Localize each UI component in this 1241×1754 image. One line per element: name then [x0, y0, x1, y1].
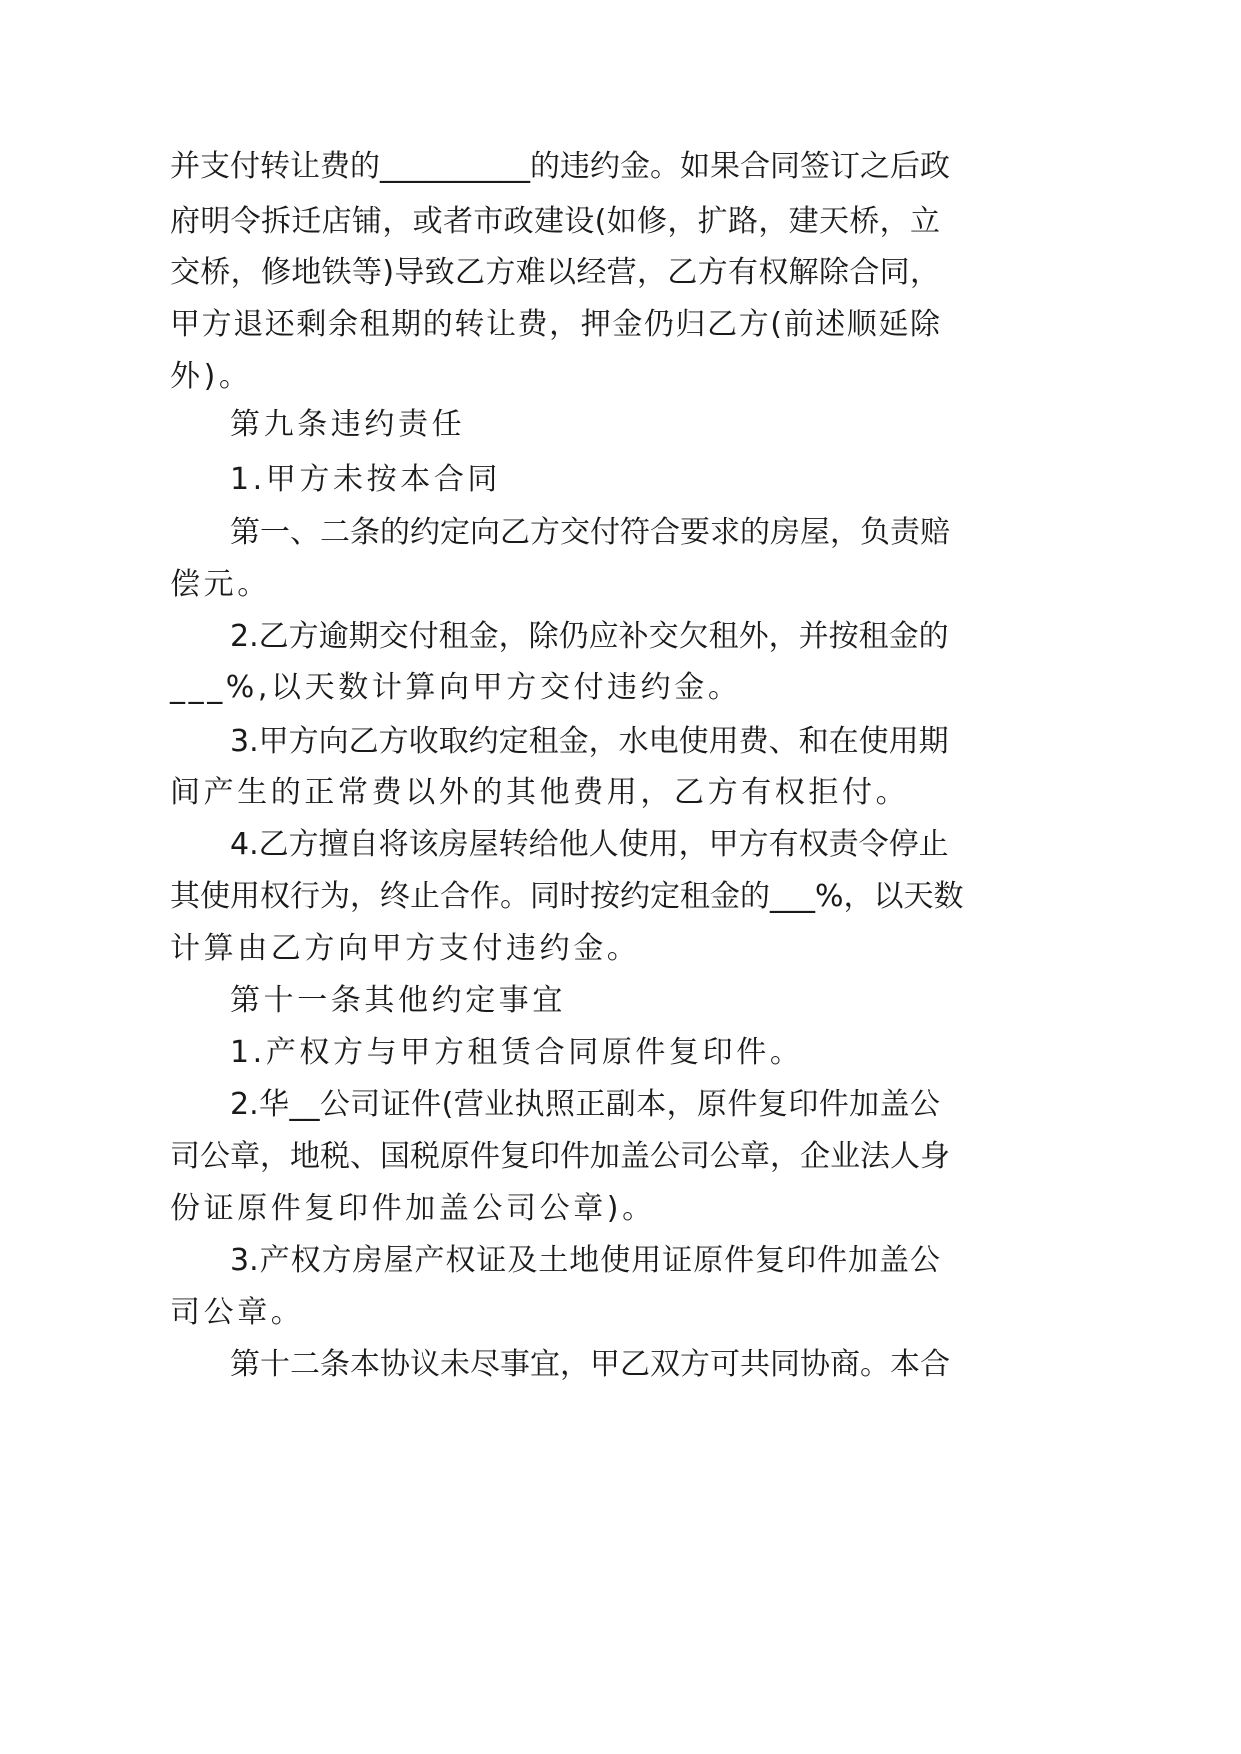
- text-line: 4.乙方擅自将该房屋转给他人使用，甲方有权责令停止: [230, 827, 949, 862]
- text-line: 其使用权行为，终止合作。同时按约定租金的___%，以天数: [170, 879, 964, 914]
- text-line: 份证原件复印件加盖公司公章)。: [170, 1191, 656, 1226]
- text-line: 并支付转让费的__________的违约金。如果合同签订之后政: [170, 149, 950, 184]
- text-line: 交桥，修地铁等)导致乙方难以经营，乙方有权解除合同，: [170, 255, 940, 290]
- text-line: 1.甲方未按本合同: [230, 462, 502, 497]
- text-line: 司公章。: [170, 1295, 305, 1330]
- text-line: 1.产权方与甲方租赁合同原件复印件。: [230, 1035, 804, 1070]
- text-line: 第一、二条的约定向乙方交付符合要求的房屋，负责赔: [230, 515, 950, 550]
- text-line: 偿元。: [170, 567, 271, 602]
- text-line: 2.乙方逾期交付租金，除仍应补交欠租外，并按租金的: [230, 619, 949, 654]
- text-line: 计算由乙方向甲方支付违约金。: [170, 931, 641, 966]
- text-line: 第十二条本协议未尽事宜，甲乙双方可共同协商。本合: [230, 1347, 950, 1382]
- text-line: 甲方退还剩余租期的转让费，押金仍归乙方(前述顺延除: [170, 307, 940, 342]
- section-heading: 第九条违约责任: [230, 407, 466, 442]
- text-line: 府明令拆迁店铺，或者市政建设(如修，扩路，建天桥，立: [170, 204, 940, 239]
- text-line: 间产生的正常费以外的其他费用，乙方有权拒付。: [170, 775, 910, 810]
- text-line: 外)。: [170, 359, 253, 394]
- text-line: 2.华__公司证件(营业执照正副本，原件复印件加盖公: [230, 1087, 940, 1122]
- text-line: 司公章，地税、国税原件复印件加盖公司公章，企业法人身: [170, 1139, 950, 1174]
- text-line: 3.甲方向乙方收取约定租金，水电使用费、和在使用期: [230, 724, 949, 759]
- section-heading: 第十一条其他约定事宜: [230, 983, 566, 1018]
- text-line: 3.产权方房屋产权证及土地使用证原件复印件加盖公: [230, 1243, 940, 1278]
- text-line: ___%,以天数计算向甲方交付违约金。: [170, 670, 742, 705]
